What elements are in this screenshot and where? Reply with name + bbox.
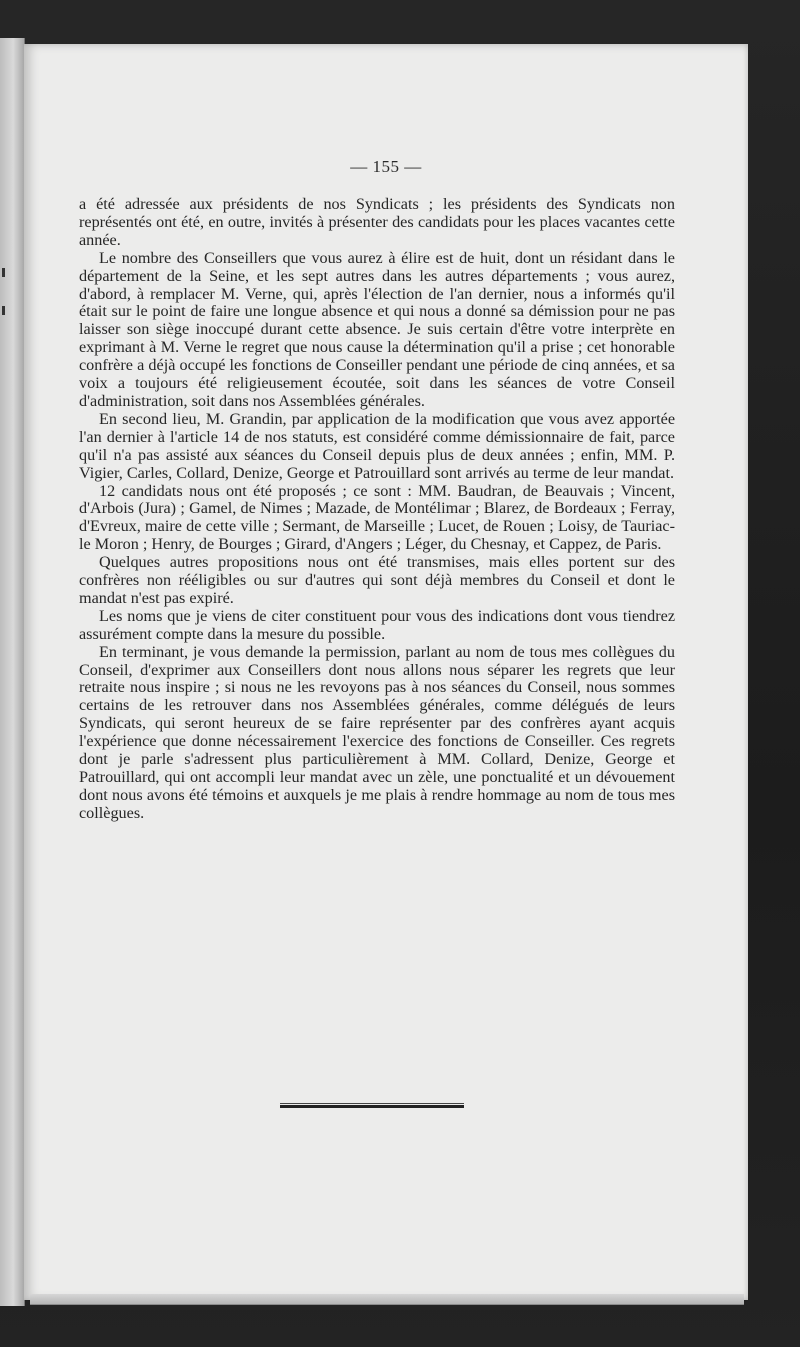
edge-mark xyxy=(2,268,5,277)
page-bottom-edge xyxy=(30,1294,744,1305)
paragraph-4: 12 candidats nous ont été proposés ; ce sont : MM. Baudran, de Beauvais ; Vincent, d'Arbois (Jura) ; Gamel, de Nimes ; Mazade, de Montélimar ; Blarez, de Bordeaux ; Ferray, d'Evreux, maire de cette ville ; Sermant, de Marseille ; Lucet, de Rouen ; Loisy, de Tauriac-le Moron ; Henry, de Bourges ; Girard, d'Angers ; Léger, du Chesnay, et Cappez, de Paris. xyxy=(79,481,675,554)
edge-mark xyxy=(2,306,5,315)
book-page xyxy=(24,44,748,1300)
paragraph-1: a été adressée aux présidents de nos Syndicats ; les présidents des Syndicats non représentés ont été, en outre, invités à présenter des candidats pour les places vacantes cette année. xyxy=(79,195,675,249)
body-text xyxy=(79,196,675,823)
rule-thick-line xyxy=(280,1105,464,1108)
facing-page-edge xyxy=(0,38,25,1306)
paragraph-3: En second lieu, M. Grandin, par application de la modification que vous avez apportée l'an dernier à l'article 14 de nos statuts, est considéré comme démissionnaire de fait, parce qu'il n'a pas assisté aux séances du Conseil depuis plus de deux années ; enfin, MM. P. Vigier, Carles, Collard, Denize, George et Patrouillard sont arrivés au terme de leur mandat. xyxy=(79,409,675,482)
paragraph-7: En terminant, je vous demande la permission, parlant au nom de tous mes collègues du Conseil, d'exprimer aux Conseillers dont nous allons nous séparer les regrets que leur retraite nous inspire ; si nous ne les revoyons pas à nos séances du Conseil, nous sommes certains de les retrouver dans nos Assemblées générales, comme délégués de leurs Syndicats, qui seront heureux de se faire représenter par des confrères ayant acquis l'expérience que donne nécessairement l'exercice des fonctions de Conseiller. Ces regrets dont je parle s'adressent plus particulièrement à MM. Collard, Denize, George et Patrouillard, qui ont accompli leur mandat avec un zèle, une ponctualité et un dévouement dont nous avons été témoins et auxquels je me plais à rendre hommage au nom de tous mes collègues. xyxy=(79,642,675,822)
paragraph-2: Le nombre des Conseillers que vous aurez à élire est de huit, dont un résidant dans le département de la Seine, et les sept autres dans les autres départements ; vous aurez, d'abord, à remplacer M. Verne, qui, après l'élection de l'an dernier, nous a informés qu'il était sur le point de faire une longue absence et qui nous a donné sa démission pour ne pas laisser son siège inoccupé durant cette absence. Je suis certain d'être votre interprète en exprimant à M. Verne le regret que nous cause la détermination qu'il a prise ; cet honorable confrère a déjà occupé les fonctions de Conseiller pendant une période de cinq années, et sa voix a toujours été religieusement écoutée, soit dans les séances de votre Conseil d'administration, soit dans nos Assemblées générales. xyxy=(79,248,675,410)
end-rule xyxy=(280,1103,464,1109)
rule-thin-line xyxy=(280,1103,464,1104)
page-number: — 155 — xyxy=(350,157,422,176)
paragraph-6: Les noms que je viens de citer constituent pour vous des indications dont vous tiendrez assurément compte dans la mesure du possible. xyxy=(79,606,675,643)
paragraph-5: Quelques autres propositions nous ont été transmises, mais elles portent sur des confrères non rééligibles ou sur d'autres qui sont déjà membres du Conseil et dont le mandat n'est pas expiré. xyxy=(79,553,675,607)
